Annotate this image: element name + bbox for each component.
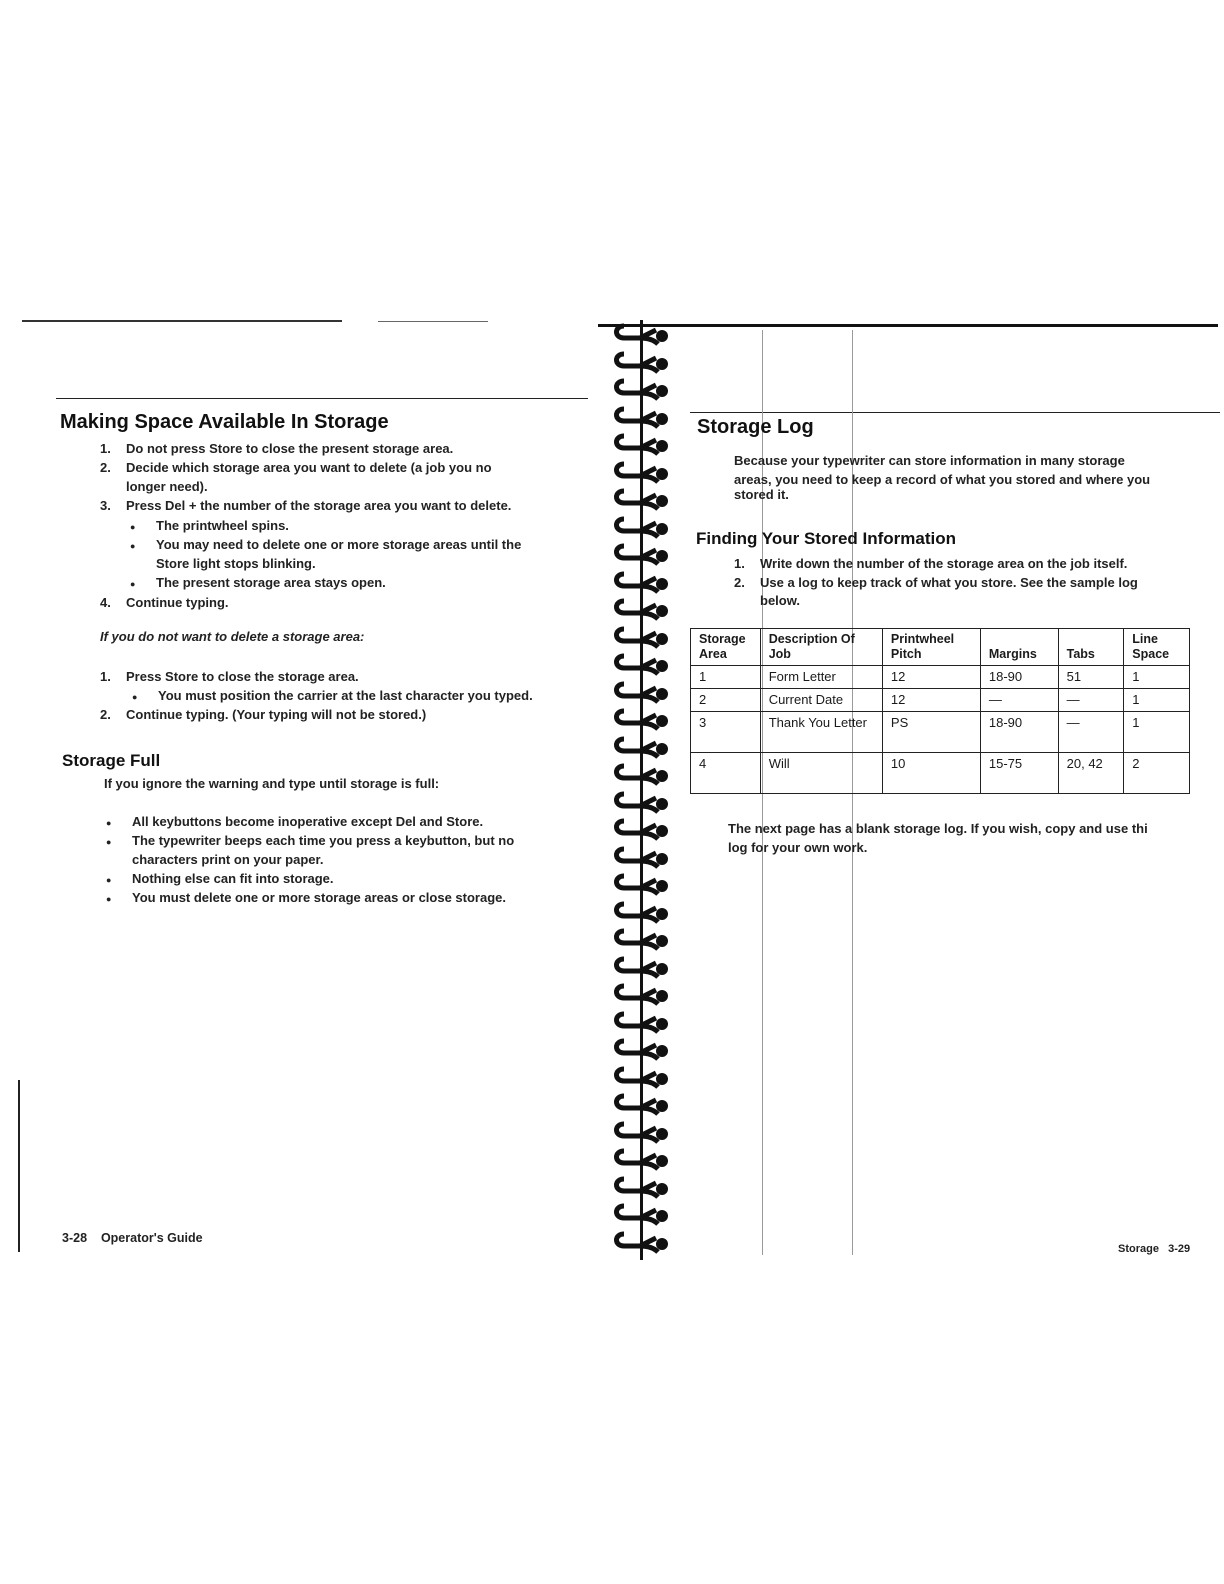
page-number: 3-29 xyxy=(1168,1243,1191,1255)
column-header: Margins xyxy=(980,629,1058,666)
table-cell: 10 xyxy=(882,753,980,794)
spiral-coil xyxy=(610,678,672,704)
column-header: Description Of Job xyxy=(760,629,882,666)
scan-edge-line xyxy=(22,320,342,322)
spiral-coil xyxy=(610,870,672,896)
list-item: Store light stops blinking. xyxy=(156,556,316,571)
table-cell: 15-75 xyxy=(980,753,1058,794)
scan-edge-line xyxy=(378,321,488,322)
list-item: 1. Write down the number of the storage area on the job itself. xyxy=(734,556,1128,571)
spiral-coil xyxy=(610,568,672,594)
table-cell: PS xyxy=(882,712,980,753)
spiral-coil xyxy=(610,1063,672,1089)
spiral-coil xyxy=(610,733,672,759)
spiral-coil xyxy=(610,650,672,676)
table-cell: 2 xyxy=(1124,753,1190,794)
list-item: characters print on your paper. xyxy=(132,852,324,867)
list-item: ● You must position the carrier at the last character you typed. xyxy=(158,687,533,705)
spiral-coil xyxy=(610,1035,672,1061)
spiral-coil xyxy=(610,1118,672,1144)
table-cell: — xyxy=(1058,712,1124,753)
spiral-coil xyxy=(610,815,672,841)
spiral-coil xyxy=(610,513,672,539)
table-cell: 20, 42 xyxy=(1058,753,1124,794)
spiral-coil xyxy=(610,320,672,346)
section-heading: Storage Full xyxy=(62,751,161,770)
spiral-coil xyxy=(610,348,672,374)
spiral-coil xyxy=(610,403,672,429)
table-cell: Will xyxy=(760,753,882,794)
spiral-coil xyxy=(610,788,672,814)
spiral-coil xyxy=(610,623,672,649)
table-cell: Current Date xyxy=(760,689,882,712)
spiral-coil xyxy=(610,925,672,951)
list-item: ● The typewriter beeps each time you press a keybutton, but no xyxy=(132,832,514,850)
table-cell: — xyxy=(980,689,1058,712)
spiral-coil xyxy=(610,898,672,924)
list-item: 1. Press Store to close the storage area. xyxy=(100,669,359,684)
spiral-coil xyxy=(610,595,672,621)
page-number: 3-28 xyxy=(62,1231,88,1245)
spiral-coil xyxy=(610,540,672,566)
column-header: Printwheel Pitch xyxy=(882,629,980,666)
list-item: 4. Continue typing. xyxy=(100,595,229,610)
spiral-coil xyxy=(610,1008,672,1034)
spiral-coil xyxy=(610,1145,672,1171)
table-cell: 1 xyxy=(1124,712,1190,753)
spiral-coil xyxy=(610,485,672,511)
section-name: Storage xyxy=(1118,1243,1159,1255)
spiral-coil xyxy=(610,1200,672,1226)
table-cell: Thank You Letter xyxy=(760,712,882,753)
spiral-coil xyxy=(610,458,672,484)
paragraph-line: log for your own work. xyxy=(728,840,868,855)
list-item: ● Nothing else can fit into storage. xyxy=(132,870,334,888)
list-item: 2. Continue typing. (Your typing will not be stored.) xyxy=(100,707,427,722)
list-item: 2. Use a log to keep track of what you store. See the sample log xyxy=(734,575,1138,590)
spiral-coil xyxy=(610,760,672,786)
table-row xyxy=(691,666,1190,689)
spiral-coil xyxy=(610,375,672,401)
page-footer xyxy=(62,1231,203,1245)
table-cell: 2 xyxy=(691,689,761,712)
table-row xyxy=(691,712,1190,753)
table-cell: 18-90 xyxy=(980,712,1058,753)
column-header: Tabs xyxy=(1058,629,1124,666)
table-cell: 3 xyxy=(691,712,761,753)
spiral-binding xyxy=(610,320,676,1260)
list-item: 2. Decide which storage area you want to delete (a job you no xyxy=(100,460,492,475)
spiral-coil xyxy=(610,1173,672,1199)
table-row xyxy=(691,753,1190,794)
list-item: below. xyxy=(760,593,800,608)
table-cell: 1 xyxy=(1124,689,1190,712)
list-item: ● You must delete one or more storage areas or close storage. xyxy=(132,889,506,907)
table-cell: — xyxy=(1058,689,1124,712)
guide-title: Operator's Guide xyxy=(100,1231,203,1245)
page-footer xyxy=(1118,1243,1190,1255)
spiral-coil xyxy=(610,980,672,1006)
table-cell: 4 xyxy=(691,753,761,794)
spiral-coil xyxy=(610,843,672,869)
table-cell: 51 xyxy=(1058,666,1124,689)
spiral-coil xyxy=(610,953,672,979)
table-row xyxy=(691,689,1190,712)
table-cell: 12 xyxy=(882,666,980,689)
table-cell: 18-90 xyxy=(980,666,1058,689)
table-cell: 12 xyxy=(882,689,980,712)
paragraph-line: stored it. xyxy=(734,487,789,502)
page-edge xyxy=(18,1080,20,1252)
paragraph: If you ignore the warning and type until storage is full: xyxy=(104,776,440,791)
note-text: If you do not want to delete a storage area: xyxy=(100,629,365,644)
section-heading: Finding Your Stored Information xyxy=(696,529,957,548)
list-item: longer need). xyxy=(126,479,208,494)
page-title: Storage Log xyxy=(697,416,814,438)
list-item: 1. Do not press Store to close the present storage area. xyxy=(100,441,454,456)
spiral-coil xyxy=(610,705,672,731)
paragraph-line: Because your typewriter can store information in many storage xyxy=(734,453,1125,468)
paragraph-line: areas, you need to keep a record of what you stored and where you xyxy=(734,472,1151,487)
table-cell: 1 xyxy=(1124,666,1190,689)
list-item: ● All keybuttons become inoperative except Del and Store. xyxy=(132,813,483,831)
list-item: ● The printwheel spins. xyxy=(156,517,289,535)
storage-log-table xyxy=(690,628,1190,794)
column-header: Line Space xyxy=(1124,629,1190,666)
section-rule xyxy=(690,412,1220,413)
table-cell: 1 xyxy=(691,666,761,689)
spiral-coil xyxy=(610,430,672,456)
spiral-coil xyxy=(610,1228,672,1254)
list-item: ● The present storage area stays open. xyxy=(156,574,386,592)
section-rule xyxy=(56,398,588,399)
spiral-coil xyxy=(610,1090,672,1116)
list-item: ● You may need to delete one or more storage areas until the xyxy=(156,536,521,554)
paragraph-line: The next page has a blank storage log. If you wish, copy and use thi xyxy=(728,821,1148,836)
table-cell: Form Letter xyxy=(760,666,882,689)
table-header-row xyxy=(691,629,1190,666)
column-header: Storage Area xyxy=(691,629,761,666)
scan-edge-line xyxy=(598,324,1218,327)
page-title: Making Space Available In Storage xyxy=(60,411,389,433)
list-item: 3. Press Del + the number of the storage area you want to delete. xyxy=(100,498,512,513)
